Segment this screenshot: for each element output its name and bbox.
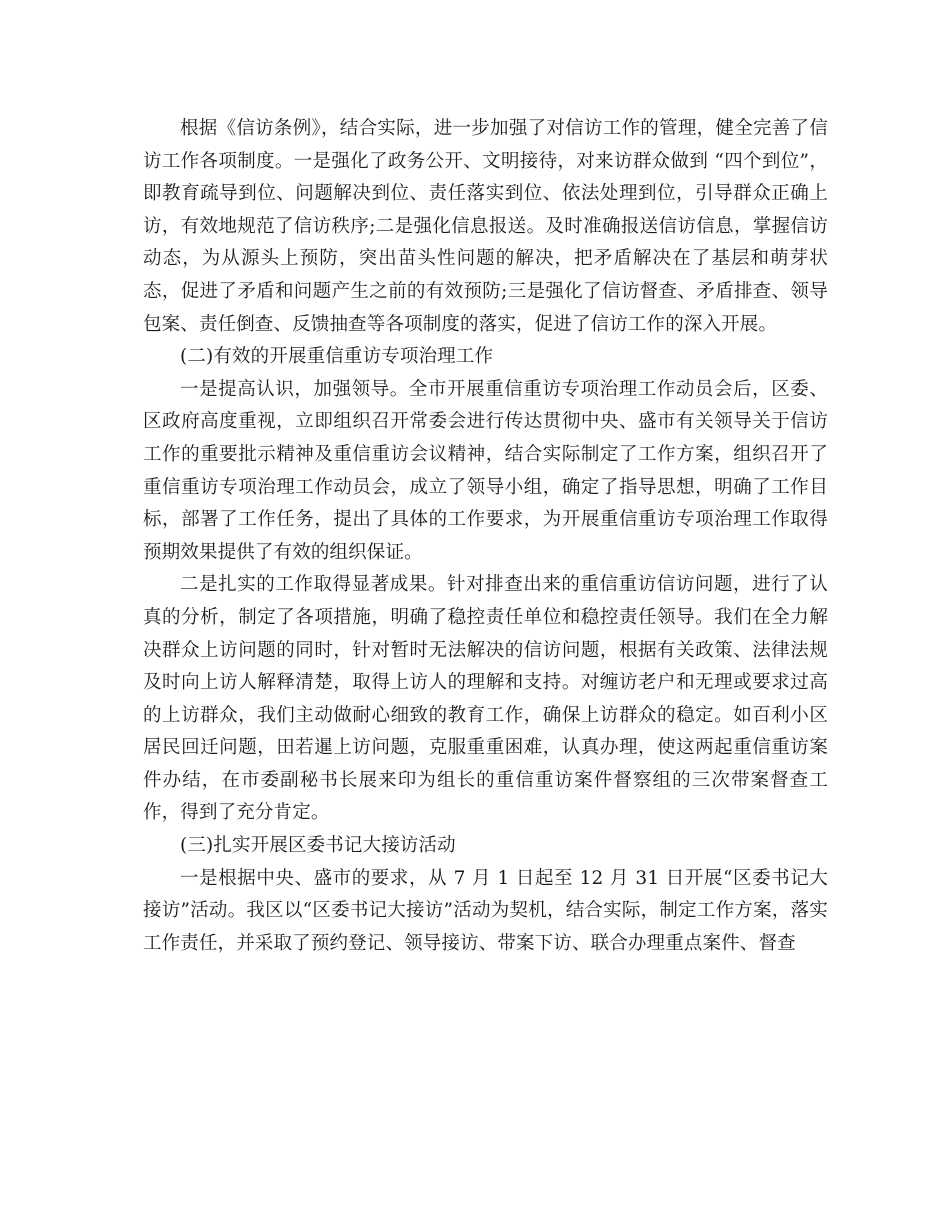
- paragraph-petition-regulations: 根据《信访条例》，结合实际，进一步加强了对信访工作的管理，健全完善了信访工作各项制度。一是强化了政务公开、文明接待，对来访群众做到 “四个到位”，即教育疏导到位、问题解决到位、责任落实到位、依法处理到位，引导群众正确上访，有效地规范了信访秩序;二是强化信息报送。及时准确报送信访信息，掌握信访动态，为从源头上预防，突出苗头性问题的解决，把矛盾解决在了基层和萌芽状态，促进了矛盾和问题产生之前的有效预防;三是强化了信访督查、矛盾排查、领导包案、责任倒查、反馈抽查等各项制度的落实，促进了信访工作的深入开展。: [143, 118, 828, 335]
- paragraph-secretary-visits: 一是根据中央、盛市的要求，从 7 月 1 日起至 12 月 31 日开展“区委书记大接访”活动。我区以“区委书记大接访”活动为契机，结合实际，制定工作方案，落实工作责任，并采取了预约登记、领导接访、带案下访、联合办理重点案件、督查: [143, 867, 828, 954]
- paragraph-results: 二是扎实的工作取得显著成果。针对排查出来的重信重访信访问题，进行了认真的分析，制定了各项措施，明确了稳控责任单位和稳控责任领导。我们在全力解决群众上访问题的同时，针对暂时无法解决的信访问题，根据有关政策、法律法规及时向上访人解释清楚，取得上访人的理解和支持。对缠访老户和无理或要求过高的上访群众，我们主动做耐心细致的教育工作，确保上访群众的稳定。如百利小区居民回迁问题，田若暹上访问题，克服重重困难，认真办理，使这两起重信重访案件办结，在市委副秘书长展来印为组长的重信重访案件督察组的三次带案督查工作，得到了充分肯定。: [143, 574, 828, 824]
- heading-section-two: (二)有效的开展重信重访专项治理工作: [180, 346, 494, 368]
- document-page: [143, 113, 828, 960]
- heading-section-three: (三)扎实开展区委书记大接访活动: [180, 835, 456, 857]
- paragraph-leadership: 一是提高认识，加强领导。全市开展重信重访专项治理工作动员会后，区委、区政府高度重视，立即组织召开常委会进行传达贯彻中央、盛市有关领导关于信访工作的重要批示精神及重信重访会议精神，结合实际制定了工作方案，组织召开了重信重访专项治理工作动员会，成立了领导小组，确定了指导思想，明确了工作目标，部署了工作任务，提出了具体的工作要求，为开展重信重访专项治理工作取得预期效果提供了有效的组织保证。: [143, 378, 828, 563]
